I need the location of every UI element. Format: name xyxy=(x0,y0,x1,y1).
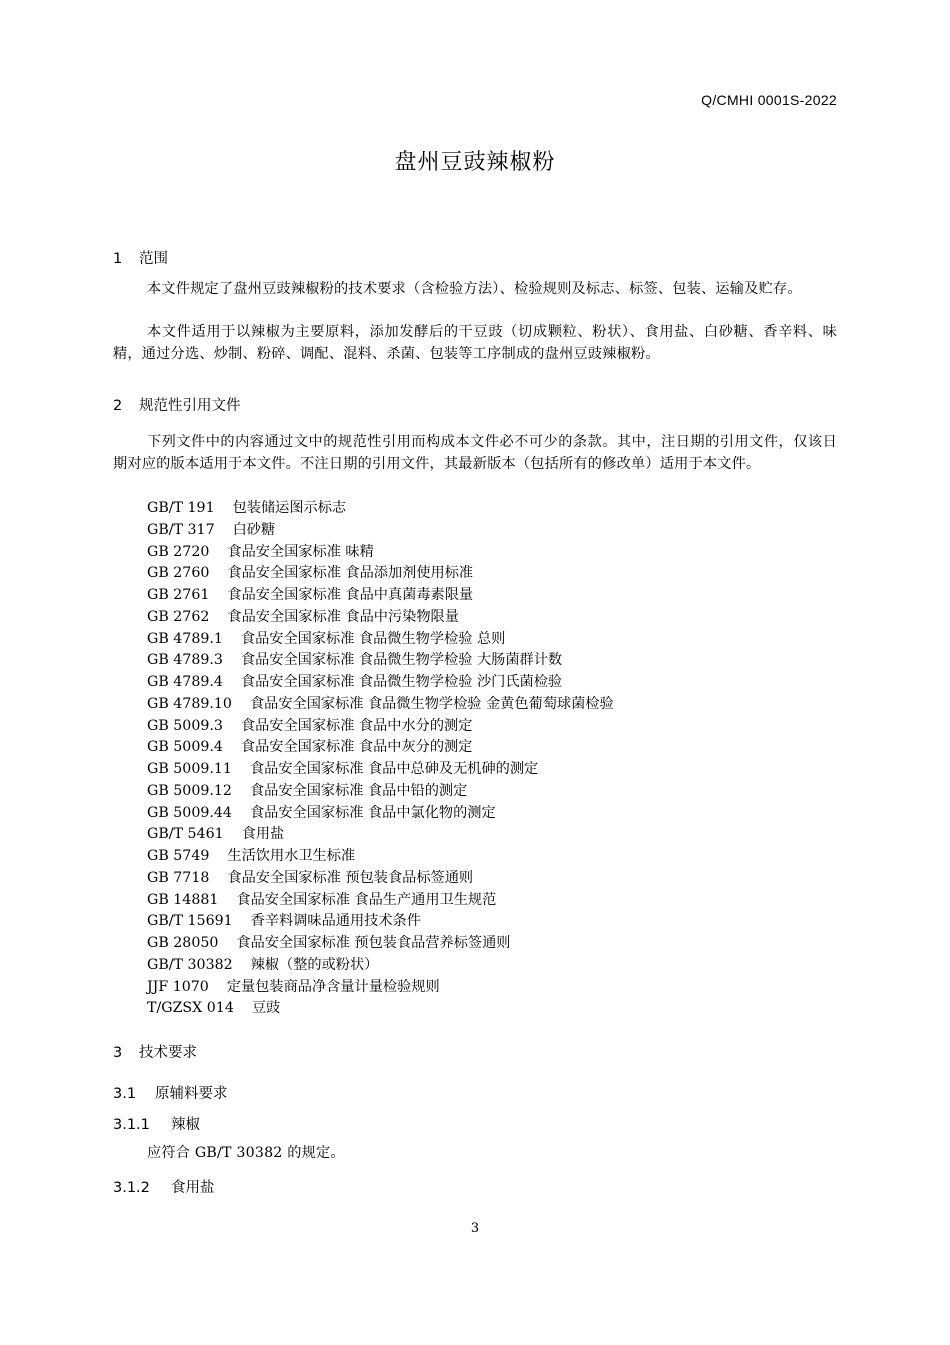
section-title: 规范性引用文件 xyxy=(139,398,241,414)
reference-code: GB/T 5461 xyxy=(147,826,224,843)
reference-name: 食品安全国家标准 食品微生物学检验 金黄色葡萄球菌检验 xyxy=(249,695,614,712)
reference-item xyxy=(147,672,614,694)
reference-name: 食品安全国家标准 食品中真菌毒素限量 xyxy=(227,587,474,603)
reference-name: 白砂糖 xyxy=(232,521,276,538)
reference-code: GB 28050 xyxy=(147,935,219,951)
reference-item xyxy=(147,716,614,738)
reference-name: 香辛料调味品通用技术条件 xyxy=(250,913,421,930)
reference-name: 包装储运图示标志 xyxy=(232,500,347,516)
section-number: 3.1.2 xyxy=(113,1180,150,1196)
reference-item xyxy=(147,955,614,977)
section-number: 1 xyxy=(113,251,123,267)
reference-name: 食品安全国家标准 食品微生物学检验 沙门氏菌检验 xyxy=(240,674,563,690)
reference-code: GB 4789.10 xyxy=(147,695,232,712)
reference-code: GB/T 317 xyxy=(147,521,215,538)
section-2-heading xyxy=(113,394,241,415)
scope-paragraph-1: 本文件规定了盘州豆豉辣椒粉的技术要求（含检验方法）、检验规则及标志、标签、包装、运输及贮存。 xyxy=(147,281,802,297)
reference-item xyxy=(147,607,614,629)
standard-code: Q/CMHI 0001S-2022 xyxy=(701,92,837,108)
reference-item xyxy=(147,977,614,999)
reference-name: 食品安全国家标准 食品中氯化物的测定 xyxy=(249,804,496,821)
reference-code: GB 14881 xyxy=(147,891,219,908)
reference-name: 食品安全国家标准 食品添加剂使用标准 xyxy=(227,565,474,582)
reference-name: 食品安全国家标准 食品微生物学检验 大肠菌群计数 xyxy=(240,652,563,669)
reference-code: T/GZSX 014 xyxy=(147,1000,234,1017)
reference-item xyxy=(147,629,614,651)
reference-name: 辣椒（整的或粉状） xyxy=(250,956,379,973)
reference-item xyxy=(147,585,614,607)
reference-code: GB 5009.4 xyxy=(147,739,223,756)
reference-item xyxy=(147,650,614,672)
reference-name: 食品安全国家标准 食品中灰分的测定 xyxy=(240,739,473,756)
reference-item xyxy=(147,781,614,803)
reference-item xyxy=(147,542,614,564)
reference-name: 食品安全国家标准 食品微生物学检验 总则 xyxy=(240,630,506,647)
reference-name: 豆豉 xyxy=(251,1000,281,1017)
reference-item xyxy=(147,803,614,825)
reference-item xyxy=(147,998,614,1020)
reference-name: 食品安全国家标准 食品中铅的测定 xyxy=(249,782,468,799)
section-number: 3.1 xyxy=(113,1086,137,1102)
reference-item xyxy=(147,868,614,890)
reference-item xyxy=(147,824,614,846)
reference-code: GB/T 15691 xyxy=(147,913,233,930)
reference-item xyxy=(147,759,614,781)
reference-code: JJF 1070 xyxy=(147,978,209,995)
chili-requirement-paragraph: 应符合 GB/T 30382 的规定。 xyxy=(147,1145,345,1161)
section-title: 辣椒 xyxy=(171,1117,200,1133)
reference-item xyxy=(147,498,614,520)
reference-code: GB 4789.4 xyxy=(147,674,223,690)
reference-name: 生活饮用水卫生标准 xyxy=(227,848,356,864)
reference-name: 食品安全国家标准 食品生产通用卫生规范 xyxy=(236,891,497,908)
reference-code: GB 4789.3 xyxy=(147,652,223,669)
reference-code: GB 5009.3 xyxy=(147,717,223,734)
reference-name: 食品安全国家标准 预包装食品标签通则 xyxy=(227,869,474,886)
section-title: 范围 xyxy=(139,251,168,267)
reference-name: 食品安全国家标准 食品中水分的测定 xyxy=(240,717,473,734)
page-number: 3 xyxy=(470,1221,480,1236)
section-title: 原辅料要求 xyxy=(155,1086,228,1102)
references-intro-paragraph: 下列文件中的内容通过文中的规范性引用而构成本文件必不可少的条款。其中，注日期的引用文件，仅该日期对应的版本适用于本文件。不注日期的引用文件，其最新版本（包括所有的修改单）适用于本文件。 xyxy=(113,434,837,472)
section-number: 3 xyxy=(113,1045,123,1061)
reference-code: GB 5009.11 xyxy=(147,761,232,777)
reference-name: 食用盐 xyxy=(241,826,285,843)
section-1-heading xyxy=(113,247,168,268)
reference-item xyxy=(147,911,614,933)
reference-code: GB 2762 xyxy=(147,608,210,625)
reference-code: GB 5749 xyxy=(147,848,210,864)
reference-name: 定量包装商品净含量计量检验规则 xyxy=(226,978,440,995)
reference-code: GB 7718 xyxy=(147,869,210,886)
reference-item xyxy=(147,846,614,868)
section-3-heading xyxy=(113,1041,197,1062)
reference-item xyxy=(147,520,614,542)
reference-item xyxy=(147,890,614,912)
reference-list xyxy=(147,498,614,1020)
section-3-1-heading xyxy=(113,1082,228,1103)
reference-item xyxy=(147,694,614,716)
reference-name: 食品安全国家标准 味精 xyxy=(227,543,374,560)
section-title: 食用盐 xyxy=(171,1180,215,1196)
reference-name: 食品安全国家标准 食品中污染物限量 xyxy=(227,608,459,625)
reference-code: GB/T 30382 xyxy=(147,956,233,973)
section-3-1-1-heading xyxy=(113,1113,200,1134)
reference-item xyxy=(147,737,614,759)
reference-code: GB 2720 xyxy=(147,543,210,560)
reference-name: 食品安全国家标准 预包装食品营养标签通则 xyxy=(236,935,511,951)
reference-code: GB 2761 xyxy=(147,587,210,603)
section-3-1-2-heading xyxy=(113,1176,215,1197)
reference-code: GB 5009.44 xyxy=(147,804,232,821)
document-title: 盘州豆豉辣椒粉 xyxy=(394,150,556,175)
section-number: 2 xyxy=(113,398,123,414)
reference-code: GB/T 191 xyxy=(147,500,215,516)
reference-item xyxy=(147,563,614,585)
section-number: 3.1.1 xyxy=(113,1117,150,1133)
reference-code: GB 5009.12 xyxy=(147,782,232,799)
section-title: 技术要求 xyxy=(139,1045,197,1061)
reference-item xyxy=(147,933,614,955)
reference-code: GB 2760 xyxy=(147,565,210,582)
scope-paragraph-2: 本文件适用于以辣椒为主要原料，添加发酵后的干豆豉（切成颗粒、粉状）、食用盐、白砂糖、香辛料、味精，通过分选、炒制、粉碎、调配、混料、杀菌、包装等工序制成的盘州豆豉辣椒粉。 xyxy=(113,324,837,362)
reference-code: GB 4789.1 xyxy=(147,630,223,647)
reference-name: 食品安全国家标准 食品中总砷及无机砷的测定 xyxy=(249,761,539,777)
